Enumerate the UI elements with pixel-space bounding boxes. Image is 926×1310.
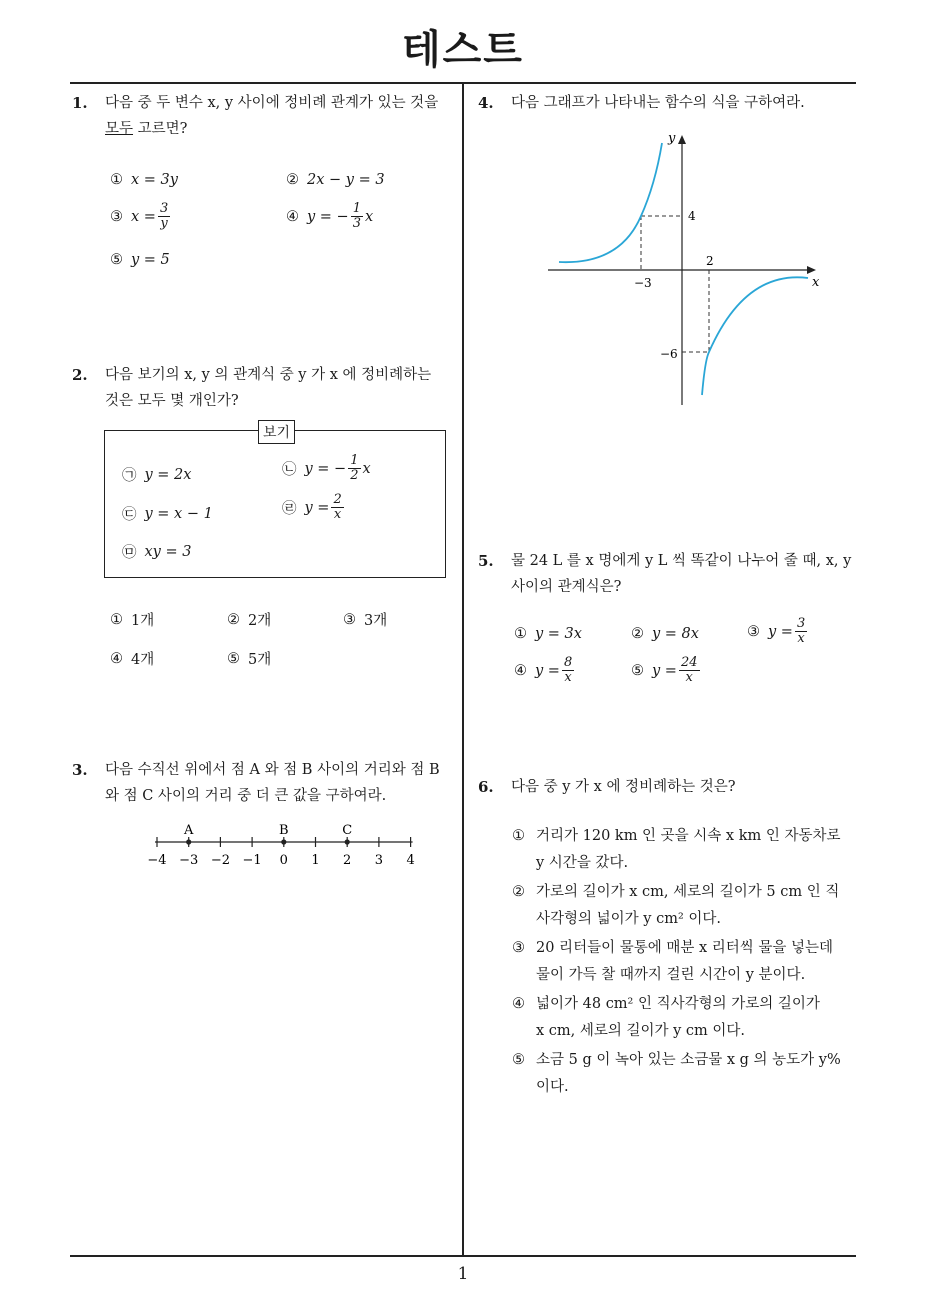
number-line-point bbox=[345, 839, 350, 844]
tick-label: −6 bbox=[660, 347, 678, 361]
curve-branch-left bbox=[559, 143, 662, 262]
column-divider bbox=[462, 82, 464, 1256]
fraction: $\frac{1}{3}$ bbox=[352, 201, 361, 232]
number-line-tick-label: −1 bbox=[242, 853, 262, 868]
page-title: 테스트 bbox=[402, 27, 524, 73]
question-text: 다음 그래프가 나타내는 함수의 식을 구하여라. bbox=[511, 95, 805, 111]
choice-5[interactable]: ⑤ 소금 5 g 이 녹아 있는 소금물 x g 의 농도가 y% 이다. bbox=[512, 1052, 841, 1095]
fraction: $\frac{2}{x}$ bbox=[333, 492, 342, 523]
number-line-tick-label: 4 bbox=[406, 853, 415, 868]
question-6 bbox=[478, 774, 863, 800]
example-item: ㉠ y = 2x bbox=[122, 466, 192, 484]
fraction: $\frac{3}{x}$ bbox=[796, 616, 806, 647]
fraction: $\frac{3}{y}$ bbox=[159, 201, 169, 232]
number-line-point-label: C bbox=[342, 823, 353, 838]
question-3 bbox=[72, 757, 457, 809]
number-line-point-label: A bbox=[184, 823, 194, 838]
number-line bbox=[140, 820, 420, 870]
choice-4[interactable]: ④ y = − $\frac{1}{3}$ x bbox=[286, 201, 374, 232]
fraction: $\frac{1}{2}$ bbox=[350, 453, 359, 484]
number-line-point-label: B bbox=[279, 823, 289, 838]
choice-3[interactable]: ③ 3개 bbox=[343, 611, 388, 629]
number-line-tick-label: 2 bbox=[343, 853, 352, 868]
fraction: $\frac{24}{x}$ bbox=[680, 655, 698, 686]
number-line-tick-label: −4 bbox=[147, 853, 167, 868]
choice-4[interactable]: ④ 넓이가 48 cm² 인 직사각형의 가로의 길이가 x cm, 세로의 길이가 y cm 이다. bbox=[512, 996, 820, 1039]
choice-3[interactable]: ③ 20 리터들이 물통에 매분 x 리터씩 물을 넣는데 물이 가득 찰 때까지 걸린 시간이 y 분이다. bbox=[512, 940, 834, 983]
question-number: 1. bbox=[72, 94, 88, 112]
tick-label: 4 bbox=[688, 209, 696, 223]
function-graph bbox=[540, 125, 830, 415]
fraction: $\frac{8}{x}$ bbox=[563, 655, 573, 686]
y-axis-arrow-icon bbox=[678, 135, 686, 144]
choice-1[interactable]: ① y = 3x bbox=[514, 626, 582, 642]
page-number: 1 bbox=[457, 1264, 469, 1284]
question-2 bbox=[72, 362, 457, 414]
choice-1[interactable]: ① 1개 bbox=[110, 611, 155, 629]
example-item: ㉡ y = − $\frac{1}{2}$ x bbox=[282, 453, 371, 484]
question-number: 3. bbox=[72, 761, 88, 779]
choice-5[interactable]: ⑤ y = 5 bbox=[110, 252, 170, 268]
choice-5[interactable]: ⑤ y = $\frac{24}{x}$ bbox=[631, 655, 698, 686]
question-number: 2. bbox=[72, 366, 88, 384]
choice-4[interactable]: ④ 4개 bbox=[110, 650, 155, 668]
choice-2[interactable]: ② 2x − y = 3 bbox=[286, 172, 385, 188]
x-axis-arrow-icon bbox=[807, 266, 816, 274]
choice-1[interactable]: ① 거리가 120 km 인 곳을 시속 x km 인 자동차로 y 시간을 갔다. bbox=[512, 828, 841, 871]
number-line-tick-label: −3 bbox=[179, 853, 199, 868]
question-text-line: 사이의 관계식은? bbox=[511, 579, 622, 595]
choice-5[interactable]: ⑤ 5개 bbox=[227, 650, 272, 668]
question-1 bbox=[72, 90, 457, 142]
question-text-line: 와 점 C 사이의 거리 중 더 큰 값을 구하여라. bbox=[105, 788, 387, 804]
choice-3[interactable]: ③ x = $\frac{3}{y}$ bbox=[110, 201, 169, 232]
question-number: 4. bbox=[478, 94, 494, 112]
question-number: 6. bbox=[478, 778, 494, 796]
number-line-point bbox=[186, 839, 191, 844]
example-item: ㉤ xy = 3 bbox=[122, 543, 192, 561]
question-text-line: 모두 고르면? bbox=[105, 121, 188, 137]
question-text bbox=[511, 548, 863, 600]
question-text: 다음 중 y 가 x 에 정비례하는 것은? bbox=[511, 779, 736, 795]
number-line-tick-label: 1 bbox=[311, 853, 320, 868]
question-text bbox=[105, 362, 457, 414]
question-text-line: 다음 수직선 위에서 점 A 와 점 B 사이의 거리와 점 B bbox=[105, 762, 440, 778]
choice-4[interactable]: ④ y = $\frac{8}{x}$ bbox=[514, 655, 573, 686]
number-line-tick-label: 0 bbox=[279, 853, 288, 868]
choice-3[interactable]: ③ y = $\frac{3}{x}$ bbox=[747, 616, 806, 647]
choice-2[interactable]: ② 가로의 길이가 x cm, 세로의 길이가 5 cm 인 직 사각형의 넓이가 y cm² 이다. bbox=[512, 884, 840, 927]
example-item: ㉣ y = $\frac{2}{x}$ bbox=[282, 492, 342, 523]
question-number: 5. bbox=[478, 552, 494, 570]
number-line-point bbox=[281, 839, 286, 844]
question-text-line: 물 24 L 를 x 명에게 y L 씩 똑같이 나누어 줄 때, x, y bbox=[511, 553, 852, 569]
tick-label: 2 bbox=[706, 254, 714, 268]
y-axis-label: y bbox=[668, 131, 676, 146]
question-text bbox=[105, 90, 457, 142]
curve-branch-right bbox=[702, 277, 808, 395]
question-text-line: 것은 모두 몇 개인가? bbox=[105, 393, 239, 409]
question-5 bbox=[478, 548, 863, 600]
x-axis-label: x bbox=[812, 275, 820, 290]
tick-label: −3 bbox=[634, 276, 652, 290]
choice-2[interactable]: ② y = 8x bbox=[631, 626, 699, 642]
question-text-line: 다음 보기의 x, y 의 관계식 중 y 가 x 에 정비례하는 bbox=[105, 367, 432, 383]
question-4 bbox=[478, 90, 858, 116]
example-box-label: 보기 bbox=[258, 420, 295, 444]
footer-rule bbox=[70, 1255, 856, 1257]
choice-2[interactable]: ② 2개 bbox=[227, 611, 272, 629]
question-text-line: 다음 중 두 변수 x, y 사이에 정비례 관계가 있는 것을 bbox=[105, 95, 439, 111]
number-line-tick-label: 3 bbox=[374, 853, 384, 868]
question-text bbox=[105, 757, 457, 809]
number-line-tick-label: −2 bbox=[210, 853, 230, 868]
emphasis-underline: 모두 bbox=[105, 121, 134, 137]
example-item: ㉢ y = x − 1 bbox=[122, 505, 213, 523]
choice-1[interactable]: ① x = 3y bbox=[110, 172, 178, 188]
